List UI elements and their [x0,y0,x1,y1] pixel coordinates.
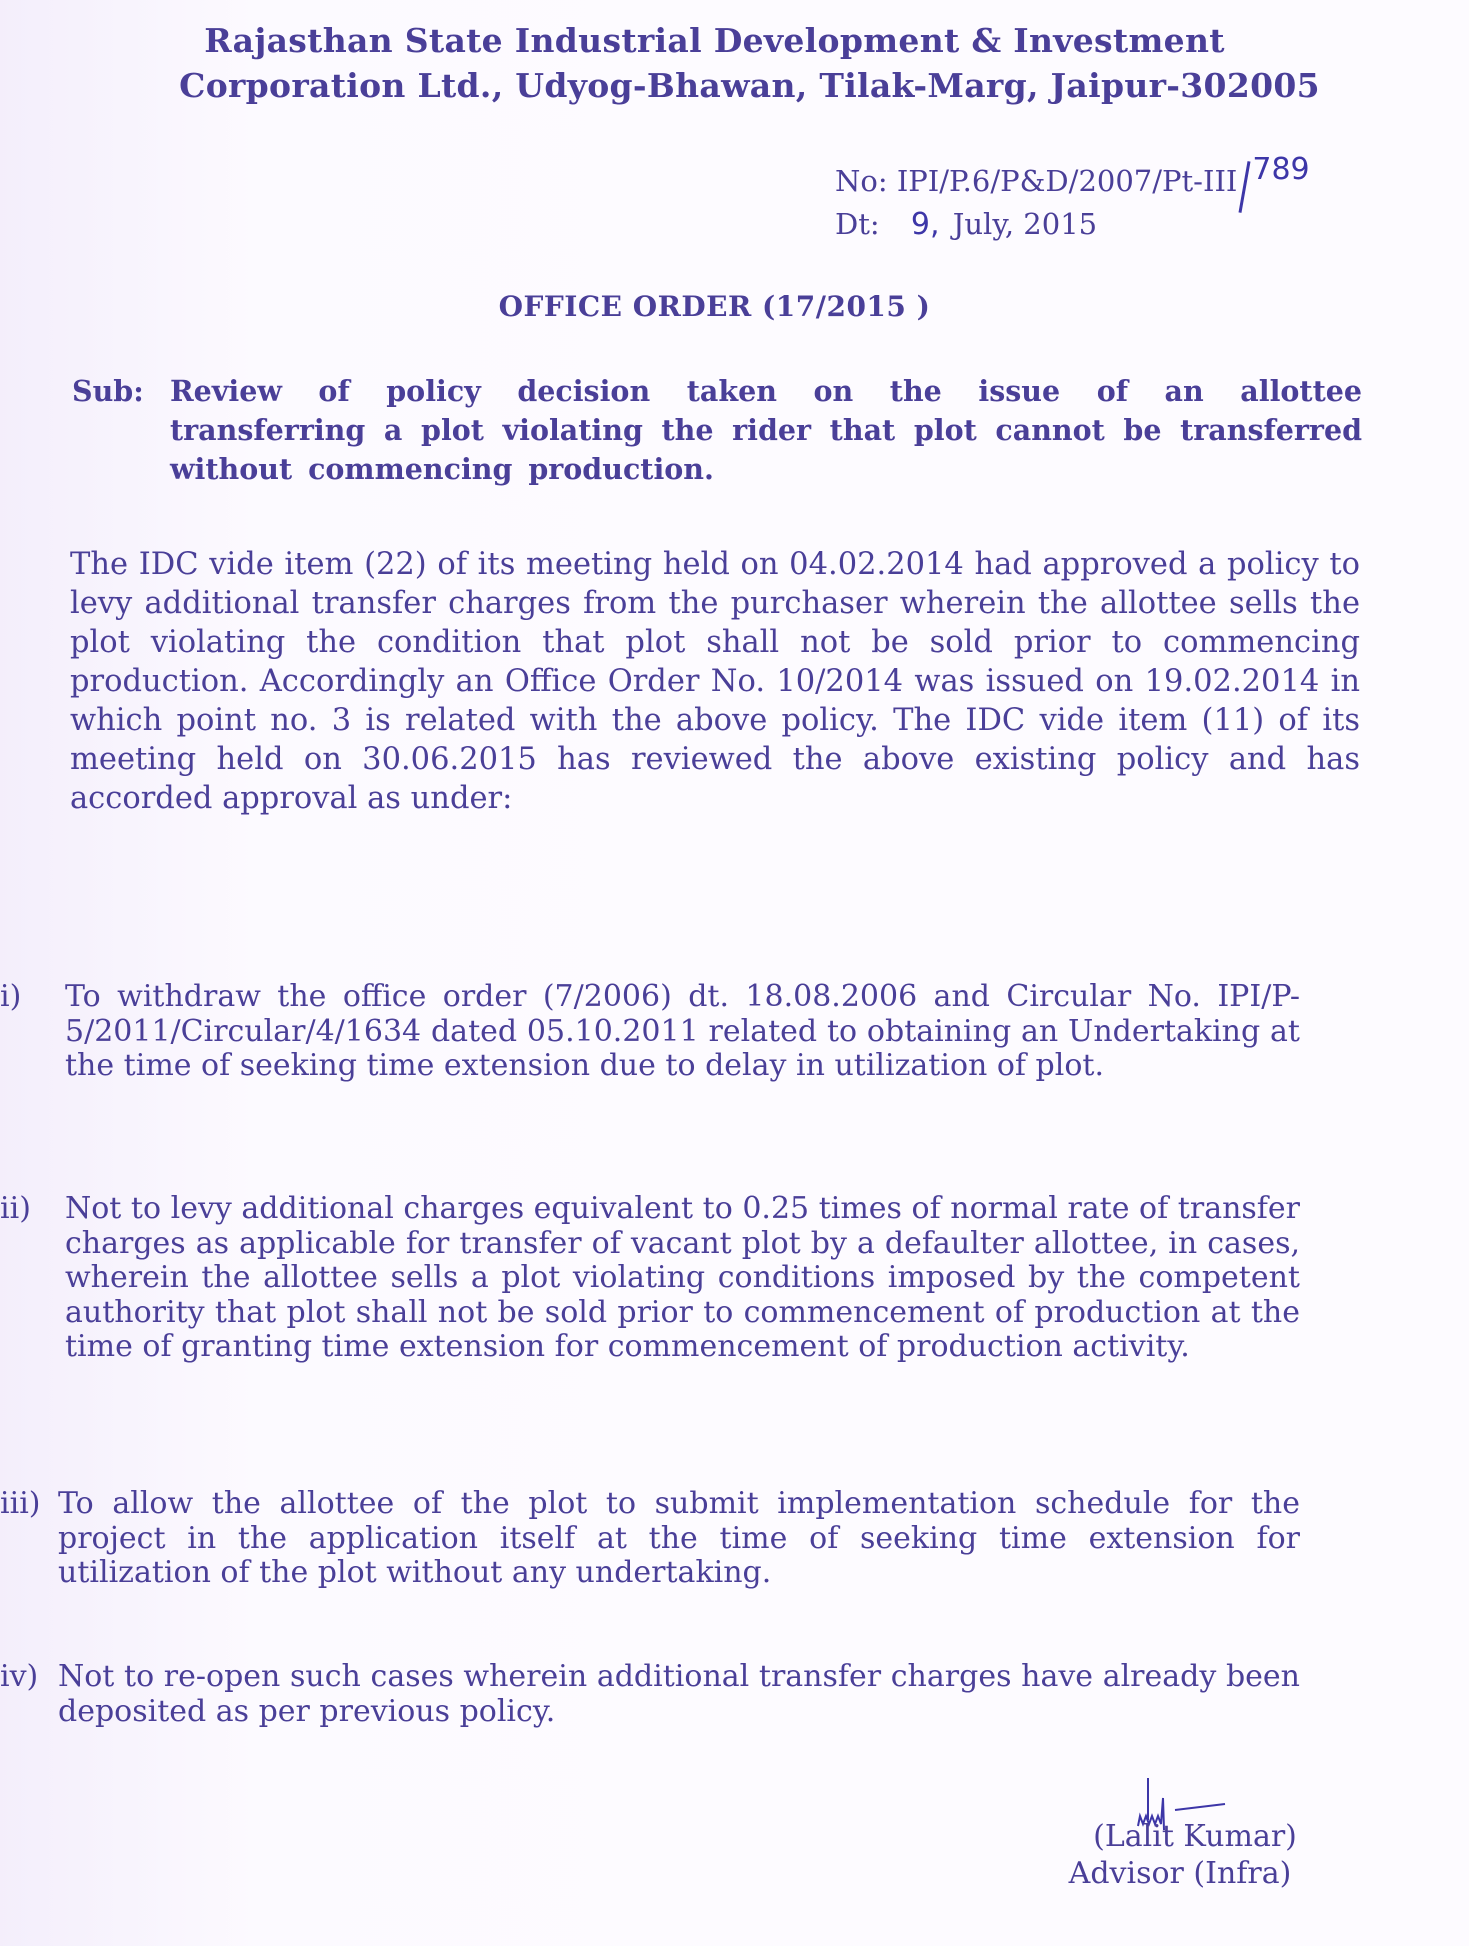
letterhead-line-1: Rajasthan State Industrial Development & Investment [204,21,1225,60]
list-item-text: To allow the allottee of the plot to submit implementation schedule for the project in the application itself at the time of seeking time extension for utilization of the plot without any undertaking. [58,1486,1300,1590]
signatory-name: (Lalit Kumar) [1093,1819,1297,1854]
body-paragraph: The IDC vide item (22) of its meeting held on 04.02.2014 had approved a policy to levy additional transfer charges from the purchaser wherein the allottee sells the plot violating the condition that plot shall not be sold prior to commencing production. Accordingly an Office Order No. 10/2014 was issued on 19.02.2014 in which point no. 3 is related with the above policy. The IDC vide item (11) of its meeting held on 30.06.2015 has reviewed the above existing policy and has accorded approval as under: [70,547,1360,816]
document-title [0,290,1469,323]
date-label: Dt: [835,207,880,241]
subject-block [72,372,1362,489]
letterhead-line-2: Corporation Ltd., Udyog-Bhawan, Tilak-Marg, Jaipur-302005 [179,66,1320,105]
date-month-year: July, 2015 [952,207,1098,241]
handwritten-date-day: 9, [910,207,940,242]
signatory-designation: Advisor (Infra) [1068,1856,1292,1891]
letterhead [0,18,1469,108]
handwritten-dispatch-number: 789 [1252,152,1310,187]
list-item-text: Not to re-open such cases wherein additional transfer charges have already been deposited as per previous policy. [58,1659,1300,1729]
list-item-number: ii) [0,1191,31,1226]
office-order-title: OFFICE ORDER (17/2015 ) [498,290,931,323]
list-item [0,980,1300,1084]
list-item-text: To withdraw the office order (7/2006) dt. 18.08.2006 and Circular No. IPI/P-5/2011/Circular/4/1634 dated 05.10.2011 related to obtaining an Undertaking at the time of seeking time extension due to delay in utilization of plot. [65,979,1300,1083]
subject-text: Review of policy decision taken on the issue of an allottee transferring a plot violating the rider that plot cannot be transferred without commencing production. [170,374,1362,486]
reference-number-label: No: [835,164,888,198]
list-item-text: Not to levy additional charges equivalent to 0.25 times of normal rate of transfer charges as applicable for transfer of vacant plot by a defaulter allottee, in cases, wherein the allottee sells a plot violating conditions imposed by the competent authority that plot shall not be sold prior to commencement of production at the time of granting time extension for commencement of production activity. [65,1191,1300,1364]
signature-block [1050,1818,1310,1892]
reference-number: IPI/P.6/P&D/2007/Pt-III [896,164,1238,198]
reference-block [835,152,1310,246]
list-item [0,1487,1300,1591]
subject-label: Sub: [72,374,144,408]
list-item [0,1192,1300,1365]
list-item-number: iii) [0,1486,41,1521]
list-item-number: iv) [0,1659,39,1694]
list-item [0,1660,1300,1729]
list-item-number: i) [0,979,22,1014]
reference-number-row [835,152,1310,203]
